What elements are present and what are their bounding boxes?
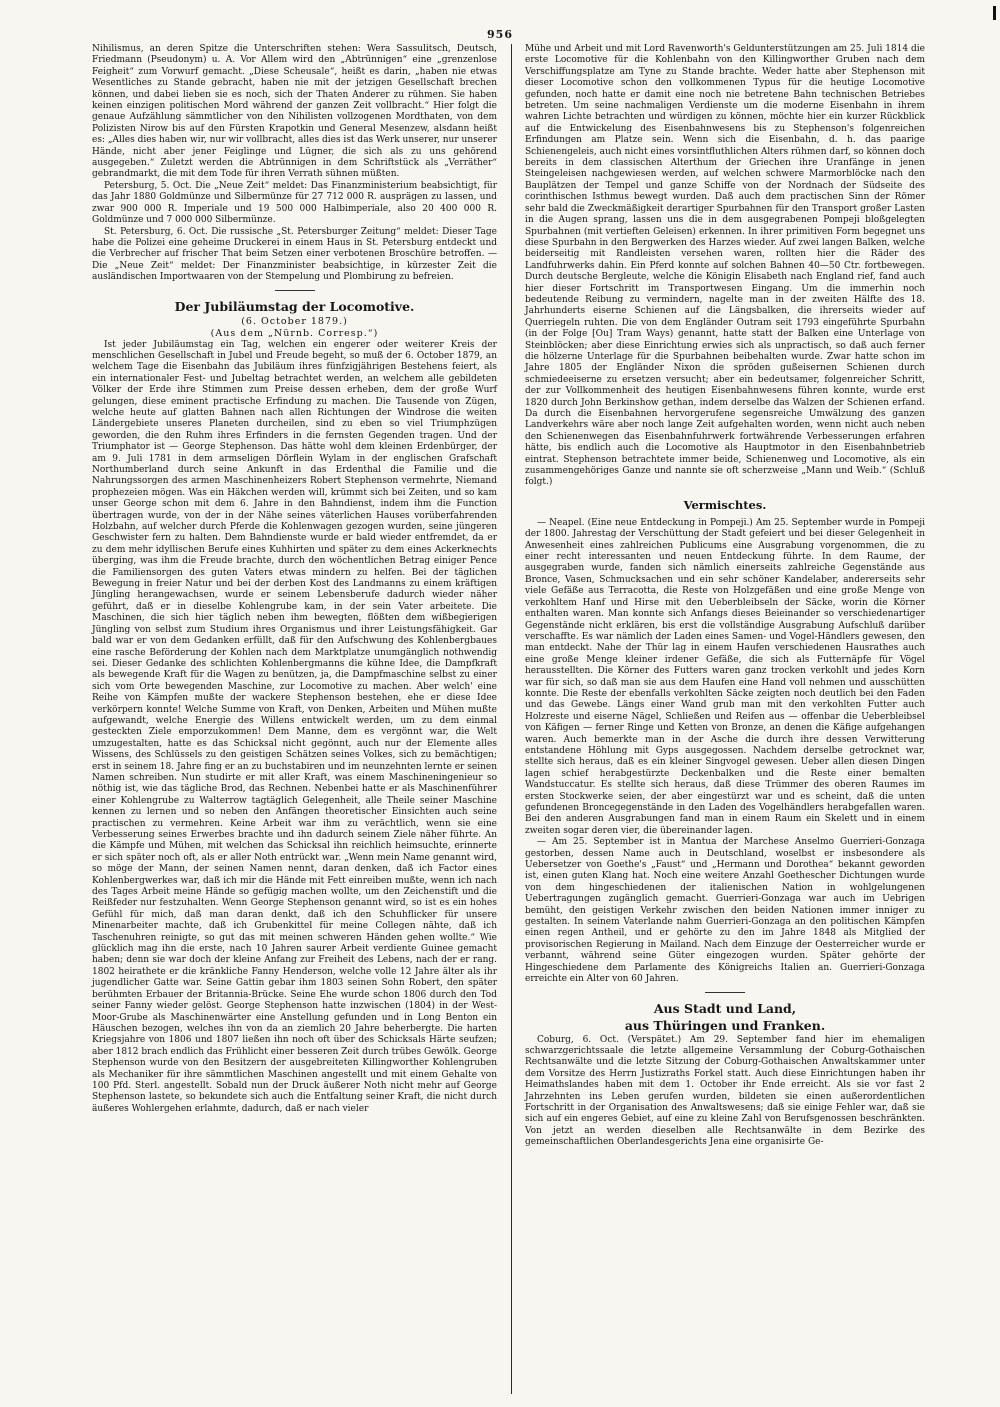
section-title-miscellany: Vermischtes. (683, 497, 767, 512)
section-title-local-line-2: aus Thüringen und Franken. (624, 1017, 826, 1033)
article-date: (6. October 1879.) (241, 315, 348, 327)
paragraph-mantua-obituary: — Am 25. September ist in Mantua der Marchese Anselmo Guerrieri-Gonzaga gestorben, dessen Name auch in Deutschland, woselbst er insbesondere als Uebersetzer von Goethe's „Faust“ und „Hermann und Dorothea“ bekannt geworden ist, einen guten Klang hat. Noch eine weitere Anzahl Goethescher Dichtungen wurde von dem hingeschiedenen der italienischen Nation in wohlgelungenen Uebertragungen zugänglich gemacht. Guerrieri-Gonzaga war auch im Uebrigen bemüht, den geistigen Verkehr zwischen den beiden Nationen immer inniger zu gestalten. In seinem Vaterlande nahm Guerrieri-Gonzaga an den politischen Kämpfen einen regen Antheil, und er gehörte zu den im Jahre 1848 als Mitglied der provisorischen Regierung in Mailand. Nach dem Einzuge der Oesterreicher wurde er verbannt, während seine Güter eingezogen wurden. Später gehörte der Hingeschiedene dem Parlamente des Königreichs Italien an. Guerrieri-Gonzaga erreichte ein Alter von 60 Jahren. (525, 837, 925, 985)
column-divider (511, 44, 512, 1394)
paragraph-nihilism: Nihilismus, an deren Spitze die Unterschriften stehen: Wera Sassulitsch, Deutsch, Friedmann (Pseudonym) u. A. Vor Allem wird den „Abtrünnigen“ eine „grenzenlose Feigheit“ zum Vorwurf gemacht. „Diese Scheusale“, heißt es darin, „haben nie etwas Wesentliches zu Stande gebracht, haben nie mit der jetzigen Gesellschaft brechen können, und dabei lieben sie es noch, sich der Thaten Anderer zu rühmen. Sie haben keinen einzigen politischen Mord während der ganzen Zeit vollbracht.“ Hier folgt die genaue Aufzählung sämmtlicher von den Nihilisten vollzogenen Mordthaten, von dem Polizisten Nirow bis auf den Fürsten Krapotkin und General Mesenzew, alsdann heißt es: „Alles dies haben wir, nur wir vollbracht, alles dies ist das Werk unserer, nur unserer Hände, nicht aber jener Feiglinge und Lügner, die sich als zu uns gehörend ausgegeben.“ Zuletzt werden die Abtrünnigen in dem Schriftstück als „Verräther“ gebrandmarkt, die mit dem Tode für ihren Verrath sühnen müßten. (92, 44, 497, 180)
paragraph-coburg: Coburg, 6. Oct. (Verspätet.) Am 29. September fand hier im ehemaligen schwarzgerichtssaale die letzte allgemeine Versammlung der Coburg-Gothaischen Rechtsanwälte und die letzte Sitzung der Coburg-Gothaischen Anwaltskammer unter dem Vorsitze des Herrn Justizraths Forkel statt. Auch diese Einrichtungen haben ihr Heimathslandes haben mit dem 1. October ihr Ende erreicht. Als sie vor fast 2 Jahrzehnten ins Leben gerufen wurden, bildeten sie einen außerordentlichen Fortschritt in der Organisation des Anwaltswesens; daß sie einige Fehler war, daß sie sich auf ein engeres Gebiet, auf eine zu kleine Zahl von Berufsgenossen beschränkten. Von jetzt an werden dieselben alle Rechtsanwälte in dem Bezirke des gemeinschaftlichen Oberlandesgerichts Jena eine organisirte Ge- (525, 1034, 925, 1148)
article-title: Der Jubiläumstag der Locomotive. (174, 298, 415, 314)
section-title-local-line-1: Aus Stadt und Land, (653, 1000, 797, 1016)
article-source: (Aus dem „Nürnb. Corresp.“) (210, 327, 379, 339)
paragraph-petersburg-press: St. Petersburg, 6. Oct. Die russische „St. Petersburger Zeitung“ meldet: Dieser Tage habe die Polizei eine geheime Druckerei in einem Haus in St. Petersburg entdeckt und die Verbrecher auf frischer That beim Setzen einer verbotenen Broschüre betroffen. — Die „Neue Zeit“ meldet: Der Finanzminister beabsichtige, in kürzester Zeit die ausländischen Importwaaren von der Stempelung und Plombirung zu befreien. (92, 226, 497, 283)
right-column (525, 44, 925, 1149)
section-divider (705, 992, 745, 993)
paragraph-petersburg-finance: Petersburg, 5. Oct. Die „Neue Zeit“ meldet: Das Finanzministerium beabsichtigt, für das Jahr 1880 Goldmünze und Silbermünze für 27 712 000 R. ausprägen zu lassen, und zwar 900 000 R. Imperiale und 19 500 000 Halbimperiale, also 20 400 000 R. Goldmünze und 7 000 000 Silbermünze. (92, 180, 497, 226)
paragraph-locomotive-jubilee: Ist jeder Jubiläumstag ein Tag, welchen ein engerer oder weiterer Kreis der menschlichen Gesellschaft in Jubel und Freude begeht, so muß der 6. October 1879, an welchem Tage die Eisenbahn das Jubiläum ihres fünfzigjährigen Bestehens feiert, als ein internationaler Fest- und Jubeltag betrachtet werden, an welchem alle gebildeten Völker der Erde ihre Stimmen zum Preise dessen erheben, dem der große Wurf gelungen, diese eminent practische Erfindung zu machen. Die Tausende von Zügen, welche heute auf glatten Bahnen nach allen Richtungen der Windrose die weiten Ländergebiete unseres Planeten durcheilen, sind zu eben so viel Triumphzügen geworden, die den Ruhm ihres Erfinders in die fernsten Gegenden tragen. Und der Triumphator ist — George Stephenson. Das hätte wohl dem kleinen Erdenbürger, der am 9. Juli 1781 in dem armseligen Dörflein Wylam in der englischen Grafschaft Northumberland durch seine Ankunft in das Erdenthal die Familie und die Nahrungssorgen des armen Maschinenheizers Robert Stephenson vermehrte, Niemand prophezeien mögen. Was ein Häkchen werden will, krümmt sich bei Zeiten, und so kam unser George schon mit dem 6. Jahre in den Bahndienst, indem ihm die Function übertragen wurde, von der in der Nähe seines väterlichen Hauses vorüberfahrenden Holzbahn, auf welcher durch Pferde die Kohlenwagen gezogen wurden, seine jüngeren Geschwister fern zu halten. Dem Bahndienste wurde er bald wieder entfremdet, da er zu dem mehr idyllischen Berufe eines Kuhhirten und später zu dem eines Ackerknechts überging, was ihm die Freude brachte, durch den wöchentlichen Betrag einiger Pence die Familiensorgen des guten Vaters etwas mindern zu helfen. Bei der täglichen Bewegung in freier Natur und bei der derben Kost des Landmanns zu einem kräftigen Jüngling herangewachsen, wurde er seinem Lebensberufe dadurch wieder näher geführt, daß er in dieselbe Kohlengrube kam, in der sein Vater arbeitete. Die Maschinen, die sich hier täglich neben ihm bewegten, flößten dem wißbegierigen Jüngling von selbst zum Studium ihres Organismus und ihrer Leistungsfähigkeit. Gar bald war er von dem Gedanken erfüllt, daß für den Aufschwung des Kohlenbergbaues eine rasche Beförderung der Kohlen nach dem Marktplatze unumgänglich nothwendig sei. Dieser Gedanke des schlichten Kohlenbergmanns die kühne Idee, die Dampfkraft als bewegende Kraft für die Wagen zu benützen, ja, die Dampfmaschine selbst zu einer sich vom Orte bewegenden Maschine, zur Locomotive zu machen. Aber welch' eine Reihe von Kämpfen mußte der wackere Stephenson bestehen, ehe er diese Idee verkörpern konnte! Welche Summe von Kraft, von Denken, Arbeiten und Mühen mußte aufgewandt, welche Energie des Willens entwickelt werden, um zu dem einmal gesteckten Ziele emporzukommen! Dem Manne, dem es vergönnt war, die Welt umzugestalten, hatte es das Schicksal nicht gegönnt, auch nur der Elemente alles Wissens, des Schlüssels zu den geistigen Schätzen seines Volkes, sich zu bemächtigen; erst in seinem 18. Jahre fing er an zu buchstabiren und im neunzehnten lernte er seinen Namen schreiben. Nun studirte er mit aller Kraft, was einem Maschineningenieur so nöthig ist, wie das tägliche Brod, das Rechnen. Nebenbei hatte er als Maschinenführer einer Kohlengrube zu Walterrow tagtäglich Gelegenheit, alle Theile seiner Maschine kennen zu lernen und so neben den Anfängen theoretischer Einsichten auch seine practischen zu vermehren. Keine Arbeit war ihm zu verächtlich, wenn sie eine Verbesserung seines Erwerbes brachte und ihn dadurch seinem Ziele näher führte. An die Kämpfe und Mühen, mit welchen das Schicksal ihn reichlich heimsuchte, erinnerte er sich später noch oft, als er aller Noth entrückt war. „Wenn mein Name genannt wird, so möge der Mann, der seinen Namen nennt, daran denken, daß ich Factor eines Kohlenbergwerkes war, daß ich mir die Hände mit Fett einreiben mußte, wenn ich nach des Tages Arbeit meine Hände so gefügig machen wollte, um den Zeichenstift und die Reißfeder nur festzuhalten. Wenn George Stephenson genannt wird, so ist es ein hohes Gefühl für mich, daß man daran denkt, daß ich den Schuhflicker für unsere Minenarbeiter machte, daß ich Grubenkittel für meine Collegen nähte, daß ich Taschenuhren reinigte, so gut das mit meinen schweren Händen gehen wollte.“ Wie glücklich mag ihn die erste, nach 10 Jahren saurer Arbeit verdiente Guinee gemacht haben; denn sie war doch der kleine Anfang zur Freiheit des Lebens, nach der er rang. 1802 heirathete er die kränkliche Fanny Henderson, welche volle 12 Jahre älter als ihr jugendlicher Gatte war. Seine Gattin gebar ihm 1803 seinen Sohn Robert, den später berühmten Erbauer der Britannia-Brücke. Seine Ehe wurde schon 1806 durch den Tod seiner Fanny wieder gelöst. George Stephenson hatte inzwischen (1804) in der West-Moor-Grube als Maschinenwärter eine Anstellung gefunden und in Long Benton ein Häuschen bezogen, welches ihn von da an ziemlich 20 Jahre beherbergte. Die harten Kriegsjahre von 1806 und 1807 ließen ihn noch oft über des Schicksals Härte seufzen; aber 1812 brach endlich das Frühlicht einer besseren Zeit durch trübes Gewölk. George Stephenson wurde von den Besitzern der ausgebreiteten Killingworther Kohlengruben als Mechaniker für ihre sämmtlichen Maschinen angestellt und mit einem Gehalte von 100 Pfd. Sterl. angestellt. Sobald nun der Druck äußerer Noth nicht mehr auf George Stephenson lastete, so bekundete sich auch die Entfaltung seiner Kraft, die nicht durch äußeres Wohlergehen erlahmte, dadurch, daß er nach vieler (92, 339, 497, 1114)
section-divider (275, 290, 315, 291)
scan-edge-mark (993, 6, 996, 20)
left-column (92, 44, 497, 1115)
paragraph-naples-pompeii: — Neapel. (Eine neue Entdeckung in Pompeji.) Am 25. September wurde in Pompeji der 1800. Jahrestag der Verschüttung der Stadt gefeiert und bei dieser Gelegenheit in Anwesenheit eines zahlreichen Publicums eine Ausgrabung vorgenommen, die zu einer recht interessanten und neuen Entdeckung führte. In dem Raume, der ausgegraben wurde, fanden sich nämlich einerseits zahlreiche Gegenstände aus Bronce, Vasen, Schmucksachen und ein sehr schöner Kandelaber, andererseits sehr viele Gefäße aus Terracotta, die Reste von Holzgefäßen und eine große Menge von verkohltem Hanf und Hirse mit den Ueberbleibseln der Säcke, worin die Körner enthalten waren. Man konnte sich Anfangs dieses Beieinander so verschiedenartiger Gegenstände nicht erklären, bis erst die vollständige Ausgrabung Aufschluß darüber verschaffte. Es war nämlich der Laden eines Samen- und Vogel-Händlers gewesen, den man entdeckt. Nahe der Thür lag in einem Haufen verschiedenen Hausrathes auch eine große Menge kleiner irdener Gefäße, die sich als Futternäpfe für Vögel herausstellten. Die Körner des Futters waren ganz trocken verkohlt und jedes Korn war für sich, so daß man sie aus dem Haufen eine Hand voll nehmen und ausschütten konnte. Die Reste der ebenfalls verkohlten Säcke zeigten noch deutlich bei den Faden und das Gewebe. Längs einer Wand grub man mit den verkohlten Futter auch Holzreste und eiserne Nägel, Schließen und Reifen aus — offenbar die Ueberbleibsel von Käfigen — ferner Ringe und Ketten von Bronze, an denen die Käfige aufgehangen waren. Auch bemerkte man in der Asche die durch ihre dessen Verwitterung entstandene Höhlung mit Gyps ausgegossen. Nachdem derselbe getrocknet war, stellte sich heraus, daß es ein kleiner Singvogel gewesen. Ueber allen diesen Dingen lagen schief herabgestürzte Deckenbalken und die Reste einer bemalten Wandstuccatur. Es stellte sich heraus, daß diese Trümmer des oberen Raumes im ersten Stockwerke seien, der aber eingestürzt war und es scheint, daß die unten gefundenen Broncegegenstände in den Laden des Vogelhändlers herabgefallen waren. Bei den anderen Ausgrabungen fand man in einem Raum ein Skelett und in einem zweiten sogar deren vier, die übereinander lagen. (525, 517, 925, 836)
page-number: 956 (487, 28, 513, 41)
paragraph-locomotive-continued: Mühe und Arbeit und mit Lord Ravenworth's Geldunterstützungen am 25. Juli 1814 die erste Locomotive für die Kohlenbahn von den Killingworther Gruben nach dem Verschiffungsplatze am Tyne zu Stande brachte. Weder hatte aber Stephenson mit dieser Locomotive schon den vollkommenen Typus für die heutige Locomotive gefunden, noch hatte er damit eine noch nie betretene Bahn technischen Betriebes betreten. Um seine nachmaligen Verdienste um die moderne Eisenbahn in ihrem wahren Lichte betrachten und würdigen zu können, möchte hier ein kurzer Rückblick auf die Entwickelung des Eisenbahnwesens bis zu Stephenson's folgenreichen Erfindungen am Platze sein. Wenn sich die Eisenbahn, d. h. das paarige Schienengeleis, auch nicht eines vorsintfluthlichen Alters rühmen darf, so können doch bereits in dem classischen Alterthum der Griechen ihre Uranfänge in jenen Steingeleisen nachgewiesen werden, auf welchen schwere Marmorblöcke nach den Bauplätzen der Tempel und ganze Schiffe von der Nordnach der Südseite des corinthischen Isthmus bewegt wurden. Daß auch dem practischen Sinn der Römer sehr bald die Zweckmäßigkeit derartiger Spurbahnen für den Transport großer Lasten in die Augen sprang, lassen uns die in dem ausgegrabenen Pompeji bloßgelegten Spurbahnen (mit vertieften Geleisen) erkennen. In ihrer primitiven Form begegnet uns diese Spurbahn in den Bergwerken des Harzes wieder. Auf zwei langen Balken, welche beiderseitig mit Randleisten versehen waren, rollten hier die Räder des Landfuhrwerks dahin. Ein Pferd konnte auf solchen Bahnen 40—50 Ctr. fortbewegen. Durch deutsche Bergleute, welche die Königin Elisabeth nach England rief, fand auch hier dieser Fortschritt im Transportwesen Eingang. Um die immerhin noch bedeutende Reibung zu vermindern, nagelte man in der zweiten Hälfte des 18. Jahrhunderts eiserne Schienen auf die Längsbalken, die ihrerseits wieder auf Querriegeln ruhten. Die von dem Engländer Outram seit 1793 eingeführte Spurbahn (in der Folge [Ou] Tram Ways) genannt, hatte statt der Balken eine Unterlage von Steinblöcken; aber diese Einrichtung erwies sich als unpractisch, so daß auch ferner die hölzerne Unterlage für die Spurbahnen beibehalten wurde. Zwar hatte schon im Jahre 1805 der Engländer Nixon die spröden gußeisernen Schienen durch schmiedeeiserne zu ersetzen versucht; aber ein bedeutsamer, folgenreicher Schritt, der zur Vollkommenheit des heutigen Eisenbahnwesens führen konnte, wurde erst 1820 durch John Berkinshow gethan, indem derselbe das Walzen der Schienen erfand. Da durch die Eisenbahnen hervorgerufene segensreiche Umwälzung des ganzen Landverkehrs wäre aber noch lange Zeit aufgehalten worden, wenn nicht auch neben den Schienenwegen das Eisenbahnfuhrwerk fortwährende Verbesserungen erfahren hätte, bis endlich auch die Locomotive als Hauptmotor in den Eisenbahnbetrieb eintrat. Stephenson betrachtete immer beide, Schienenweg und Locomotive, als ein zusammengehöriges Ganze und nannte sie oft scherzweise „Mann und Weib.“ (Schluß folgt.) (525, 44, 925, 488)
